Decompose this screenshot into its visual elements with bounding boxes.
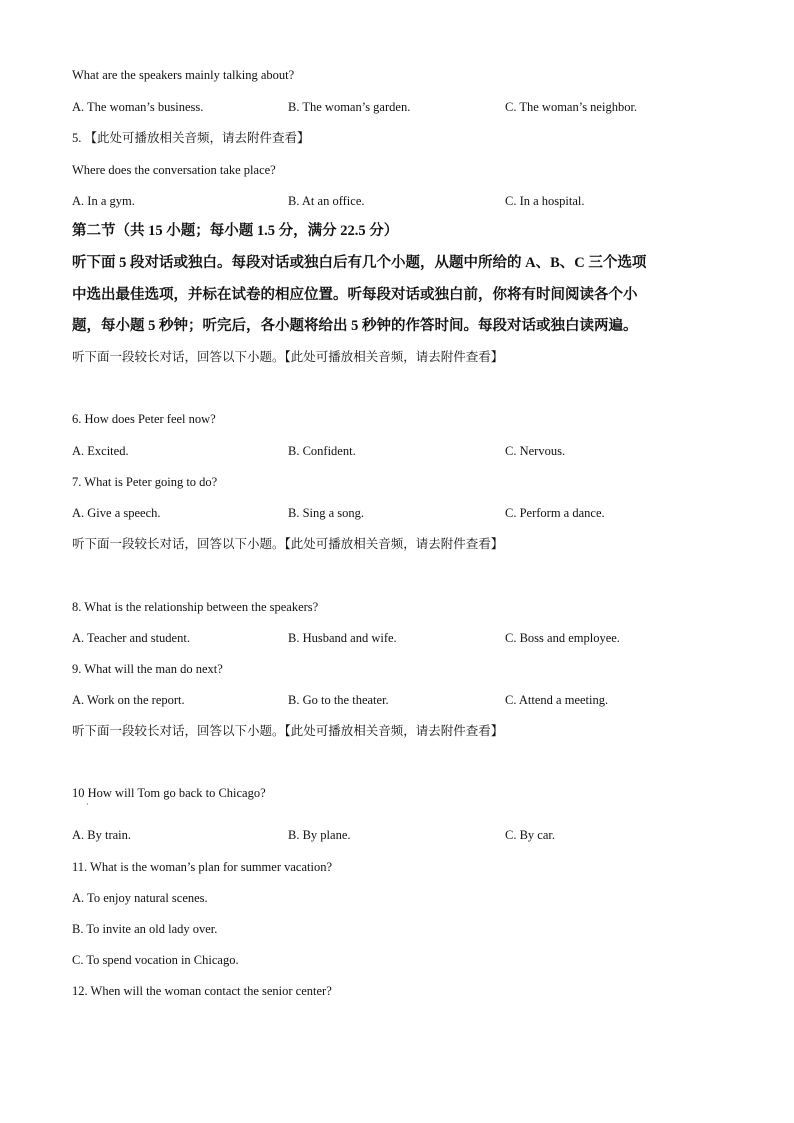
q8-option-b: B. Husband and wife. [288,631,397,645]
q8-option-a: A. Teacher and student. [72,631,190,645]
q11-option-c: C. To spend vocation in Chicago. [72,953,239,967]
q10-stem: 10 How will Tom go back to Chicago? [72,786,266,800]
section2-heading: 第二节（共 15 小题；每小题 1.5 分，满分 22.5 分） [72,223,399,239]
q7-stem: 7. What is Peter going to do? [72,475,218,489]
q4-option-b: B. The woman’s garden. [288,100,411,114]
q11-option-b: B. To invite an old lady over. [72,922,218,936]
q4-option-a: A. The woman’s business. [72,100,204,114]
q8-stem: 8. What is the relationship between the speakers? [72,600,319,614]
q9-stem: 9. What will the man do next? [72,662,223,676]
q10-option-a: A. By train. [72,828,132,842]
q7-option-b: B. Sing a song. [288,506,365,520]
q6-option-b: B. Confident. [288,444,356,458]
q10-option-b: B. By plane. [288,828,351,842]
q7-option-c: C. Perform a dance. [505,506,605,520]
q12-stem: 12. When will the woman contact the senior center? [72,984,332,998]
section2-instruction-2: 中选出最佳选项，并标在试卷的相应位置。听每段对话或独白前，你将有时间阅读各个小 [72,287,638,303]
q9-option-c: C. Attend a meeting. [505,693,609,707]
section2-instruction-3: 题，每小题 5 秒钟；听完后，各小题将给出 5 秒钟的作答时间。每段对话或独白读两遍。 [72,318,638,334]
dialog-prompt-1: 听下面一段较长对话，回答以下小题。【此处可播放相关音频，请去附件查看】 [72,350,504,364]
q5-audio-note: 5. 【此处可播放相关音频，请去附件查看】 [72,131,310,145]
q11-stem: 11. What is the woman’s plan for summer vacation? [72,860,333,874]
q11-option-a: A. To enjoy natural scenes. [72,891,208,905]
section2-instruction-1: 听下面 5 段对话或独白。每段对话或独白后有几个小题，从题中所给的 A、B、C 三个选项 [72,255,647,271]
q5-option-a: A. In a gym. [72,194,135,208]
q5-option-b: B. At an office. [288,194,365,208]
q9-option-b: B. Go to the theater. [288,693,389,707]
q4-stem: What are the speakers mainly talking about? [72,68,295,82]
q4-option-c: C. The woman’s neighbor. [505,100,638,114]
q6-option-a: A. Excited. [72,444,129,458]
q5-option-c: C. In a hospital. [505,194,585,208]
dialog-prompt-2: 听下面一段较长对话，回答以下小题。【此处可播放相关音频，请去附件查看】 [72,537,504,551]
q10-option-c: C. By car. [505,828,555,842]
q5-stem: Where does the conversation take place? [72,163,276,177]
q9-option-a: A. Work on the report. [72,693,185,707]
q6-option-c: C. Nervous. [505,444,566,458]
dialog-prompt-3: 听下面一段较长对话，回答以下小题。【此处可播放相关音频，请去附件查看】 [72,724,504,738]
q8-option-c: C. Boss and employee. [505,631,620,645]
q7-option-a: A. Give a speech. [72,506,161,520]
stray-dot-mark: · [86,800,89,809]
q6-stem: 6. How does Peter feel now? [72,412,216,426]
